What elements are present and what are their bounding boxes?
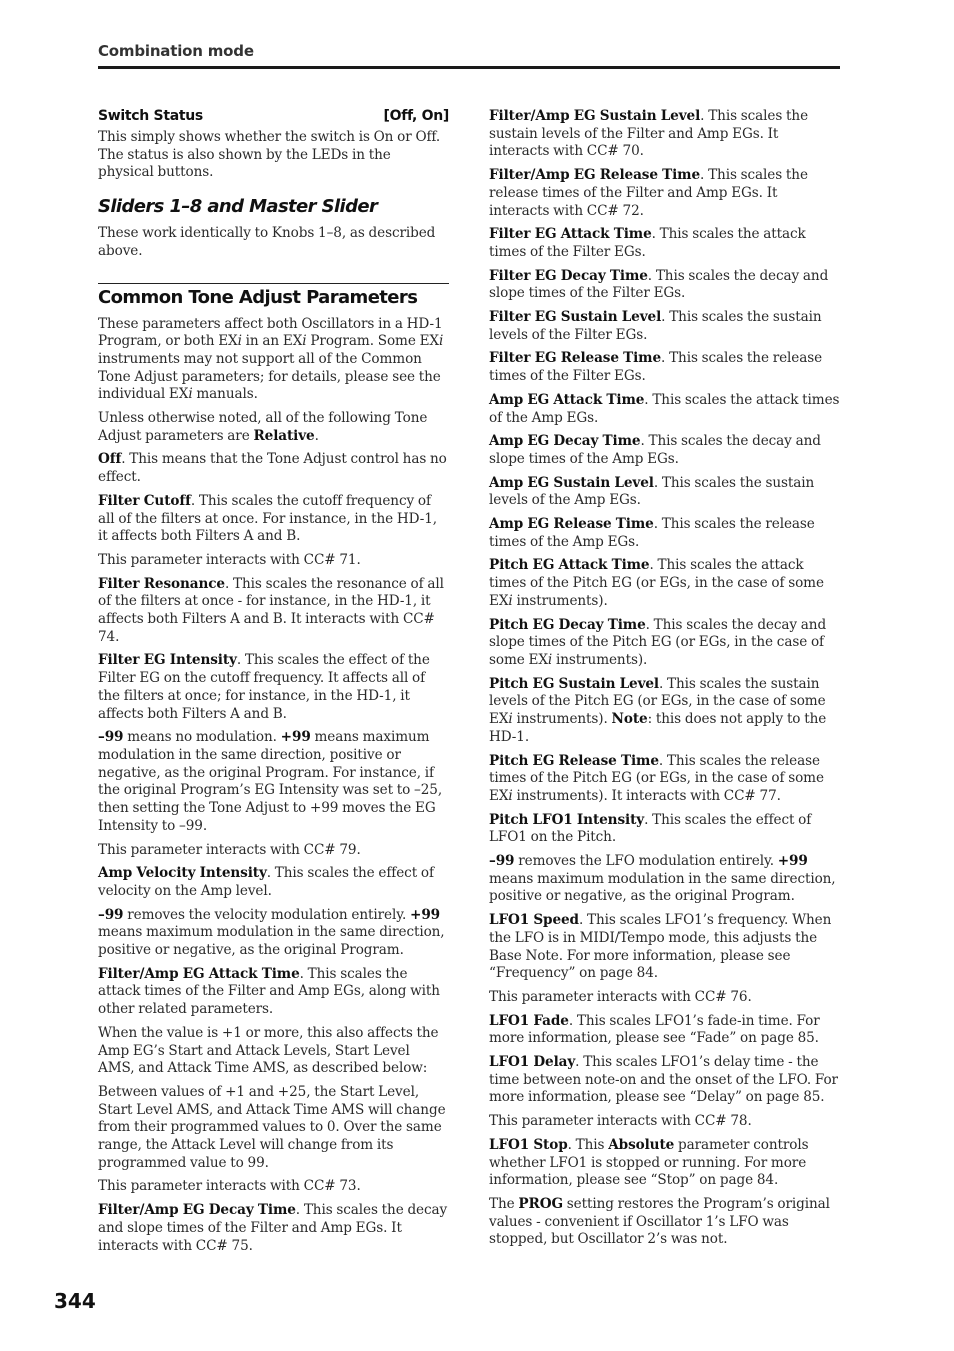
italic-text: i xyxy=(508,711,513,728)
body-paragraph xyxy=(98,907,449,960)
bold-term: Filter EG Decay Time xyxy=(489,267,648,284)
italic-text: i xyxy=(188,386,193,403)
body-paragraph xyxy=(98,966,449,1019)
body-paragraph xyxy=(98,1025,449,1078)
bold-term: Filter EG Sustain Level xyxy=(489,309,662,326)
body-paragraph xyxy=(489,912,840,983)
body-paragraph xyxy=(98,576,449,647)
body-paragraph xyxy=(98,316,449,405)
text-run: . This scales the effect of LFO1 on the Pitch. xyxy=(489,811,812,846)
text-run: . This scales the resonance of all of the filters at once - for instance, in the HD-1, it affects both Filters A and B. It interacts with CC# 74. xyxy=(98,575,444,645)
bold-term: Absolute xyxy=(608,1136,675,1153)
text-run: . This scales the decay and slope times of the Pitch EG (or EGs, in the case of some EX xyxy=(489,616,827,668)
text-run: . This scales LFO1’s fade-in time. For more information, please see “Fade” on page 85. xyxy=(489,1012,820,1047)
text-run: . This scales the decay and slope times of the Amp EGs. xyxy=(489,433,821,467)
text-run: . This scales the sustain levels of the Amp EGs. xyxy=(489,474,815,509)
bold-term: Filter/Amp EG Decay Time xyxy=(98,1202,296,1219)
bold-term: Filter EG Release Time xyxy=(489,350,662,367)
text-run: parameter controls whether LFO1 is stopped or running. For more information, please see “Stop” on page 84. xyxy=(489,1136,809,1189)
subsection-heading: Sliders 1–8 and Master Slider xyxy=(98,196,378,218)
text-run: means no modulation. xyxy=(123,729,281,746)
body-paragraph xyxy=(489,1113,840,1131)
bold-term: Relative xyxy=(253,427,315,444)
text-run: means maximum modulation in the same direction, positive or negative, as the original Program. xyxy=(489,870,836,905)
text-run: These parameters affect both Oscillators in a HD-1 Program, or both EX xyxy=(98,315,443,350)
bold-term: Pitch LFO1 Intensity xyxy=(489,811,645,828)
bold-term: Off xyxy=(98,451,122,468)
body-paragraph xyxy=(489,433,840,468)
text-run: instruments). xyxy=(512,711,612,728)
bold-term: Pitch EG Attack Time xyxy=(489,557,650,574)
italic-text: i xyxy=(439,333,444,350)
text-run: means maximum modulation in the same direction, positive or negative, as the original Program. For instance, if the original Program’s EG Intensity was set to –25, then setting the Tone Adjust to +99 moves the EG Intensity to –99. xyxy=(98,729,443,834)
body-paragraph xyxy=(489,475,840,510)
text-run: . This scales LFO1’s delay time - the time between note-on and the onset of the LFO. For more information, please see “Delay” on page 85. xyxy=(489,1054,838,1106)
parameter-name: Switch Status xyxy=(98,108,203,124)
parameter-range: [Off, On] xyxy=(383,108,449,124)
body-paragraph xyxy=(98,552,449,570)
parameter-heading xyxy=(98,108,449,124)
text-run: . This scales the effect of velocity on the Amp level. xyxy=(98,865,434,899)
bold-term: Filter EG Intensity xyxy=(98,652,237,669)
text-run: setting restores the Program’s original values - convenient if Oscillator 1’s LFO was stopped, but Oscillator 2’s was not. xyxy=(489,1195,830,1248)
bold-term: –99 xyxy=(489,853,515,870)
bold-term: Amp Velocity Intensity xyxy=(98,865,267,882)
bold-term: –99 xyxy=(98,729,124,746)
text-run: . This means that the Tone Adjust control has no effect. xyxy=(98,451,447,486)
body-paragraph xyxy=(98,729,449,835)
body-paragraph xyxy=(489,268,840,303)
text-run: . This scales the release times of the Filter EGs. xyxy=(489,350,823,385)
bold-term: LFO1 Delay xyxy=(489,1054,576,1071)
italic-text: i xyxy=(547,651,553,668)
text-run: These work identically to Knobs 1–8, as described above. xyxy=(98,225,436,259)
bold-term: Filter/Amp EG Attack Time xyxy=(98,965,300,982)
text-run: . This xyxy=(567,1136,609,1153)
bold-term: Pitch EG Sustain Level xyxy=(489,675,660,692)
body-paragraph xyxy=(489,1054,840,1107)
bold-term: LFO1 Speed xyxy=(489,912,579,929)
text-run: . This scales the attack times of the Filter EGs. xyxy=(489,226,806,260)
bold-term: +99 xyxy=(410,906,441,923)
body-paragraph xyxy=(98,225,449,260)
text-run: This parameter interacts with CC# 73. xyxy=(98,1178,361,1195)
body-paragraph xyxy=(489,309,840,344)
bold-term: Filter Cutoff xyxy=(98,492,191,509)
header-rule xyxy=(98,66,840,69)
bold-term: +99 xyxy=(777,853,808,870)
right-column xyxy=(489,108,840,1255)
body-paragraph xyxy=(489,853,840,906)
text-run: This parameter interacts with CC# 71. xyxy=(98,551,361,568)
italic-text: i xyxy=(508,592,513,609)
body-paragraph xyxy=(98,865,449,900)
bold-term: +99 xyxy=(280,729,311,746)
text-run: manuals. xyxy=(192,386,258,403)
text-run: Unless otherwise noted, all of the following Tone Adjust parameters are xyxy=(98,410,428,444)
text-run: . This scales the attack times of the Amp EGs. xyxy=(489,391,840,426)
body-paragraph xyxy=(489,226,840,261)
body-paragraph xyxy=(489,753,840,806)
text-run: This parameter interacts with CC# 76. xyxy=(489,988,752,1005)
text-run: . This scales the attack times of the Filter and Amp EGs, along with other related parameters. xyxy=(98,965,440,1018)
bold-term: LFO1 Fade xyxy=(489,1012,569,1029)
bold-term: Amp EG Attack Time xyxy=(489,391,645,408)
bold-term: PROG xyxy=(518,1195,563,1212)
text-run: instruments). xyxy=(552,651,648,668)
body-paragraph xyxy=(98,410,449,445)
running-header: Combination mode xyxy=(98,42,254,60)
body-paragraph xyxy=(489,350,840,385)
text-run: instruments). xyxy=(512,592,608,609)
bold-term: Filter Resonance xyxy=(98,575,225,592)
text-run: Between values of +1 and +25, the Start Level, Start Level AMS, and Attack Time AMS will change from their programmed values to 0. Over the same range, the Attack Level will change from its programmed value to 99. xyxy=(98,1083,446,1171)
body-paragraph xyxy=(98,129,449,182)
text-run: Program. Some EX xyxy=(306,333,439,350)
text-run: The xyxy=(489,1195,519,1212)
left-column xyxy=(98,108,449,1261)
bold-term: Note xyxy=(611,711,648,728)
italic-text: i xyxy=(302,333,307,350)
text-run: . This scales the release times of the Amp EGs. xyxy=(489,516,815,550)
body-paragraph xyxy=(489,557,840,610)
body-paragraph xyxy=(489,617,840,670)
text-run: . This scales the decay and slope times of the Filter EGs. xyxy=(489,267,829,302)
text-run: means maximum modulation in the same direction, positive or negative, as the original Program. xyxy=(98,924,445,959)
text-run: . This scales the sustain levels of the Filter EGs. xyxy=(489,309,822,343)
body-paragraph xyxy=(98,493,449,546)
italic-text: i xyxy=(237,333,242,350)
body-paragraph xyxy=(98,652,449,723)
text-run: . This scales the cutoff frequency of all of the filters at once. For instance, in the HD-1, it affects both Filters A and B. xyxy=(98,492,437,545)
body-paragraph xyxy=(98,451,449,486)
text-run: When the value is +1 or more, this also affects the Amp EG’s Start and Attack Levels, Start Level AMS, and Attack Time AMS, as described below: xyxy=(98,1024,439,1077)
text-run: instruments may not support all of the Common Tone Adjust parameters; for details, please see the individual EX xyxy=(98,350,441,403)
bold-term: Amp EG Release Time xyxy=(489,516,654,533)
text-run: This parameter interacts with CC# 79. xyxy=(98,841,361,858)
text-run: instruments). It interacts with CC# 77. xyxy=(512,787,781,804)
body-paragraph xyxy=(489,812,840,847)
text-run: . xyxy=(314,427,319,444)
text-run: . This scales LFO1’s frequency. When the LFO is in MIDI/Tempo mode, this adjusts the Base Note. For more information, please see “Frequency” on page 84. xyxy=(489,912,832,982)
body-paragraph xyxy=(489,676,840,747)
body-paragraph xyxy=(489,1013,840,1048)
body-paragraph xyxy=(489,108,840,161)
body-paragraph xyxy=(489,392,840,427)
text-run: . This scales the effect of the Filter EG on the cutoff frequency. It affects all of the filters at once; for instance, in the HD-1, it affects both Filters A and B. xyxy=(98,652,430,722)
text-run: . This scales the sustain levels of the Pitch EG (or EGs, in the case of some EX xyxy=(489,675,826,728)
bold-term: Amp EG Sustain Level xyxy=(489,474,654,491)
text-run: . This scales the attack times of the Pitch EG (or EGs, in the case of some EX xyxy=(489,557,824,609)
text-run: . This scales the sustain levels of the Filter and Amp EGs. It interacts with CC# 70. xyxy=(489,108,809,160)
text-run: . This scales the decay and slope times of the Filter and Amp EGs. It interacts with CC# 75. xyxy=(98,1202,448,1254)
bold-term: Filter EG Attack Time xyxy=(489,226,652,243)
text-run: This parameter interacts with CC# 78. xyxy=(489,1113,752,1130)
body-paragraph xyxy=(489,516,840,551)
text-run: . This scales the release times of the Filter and Amp EGs. It interacts with CC# 72. xyxy=(489,167,808,219)
text-run: in an EX xyxy=(241,333,303,350)
body-paragraph xyxy=(98,842,449,860)
bold-term: Pitch EG Decay Time xyxy=(489,616,646,633)
bold-term: LFO1 Stop xyxy=(489,1136,568,1153)
body-paragraph xyxy=(98,1202,449,1255)
text-run: . This scales the release times of the Pitch EG (or EGs, in the case of some EX xyxy=(489,752,824,804)
text-run: This simply shows whether the switch is On or Off. The status is also shown by the LEDs in the physical buttons. xyxy=(98,129,441,181)
bold-term: Filter/Amp EG Release Time xyxy=(489,167,701,184)
body-paragraph xyxy=(98,1178,449,1196)
italic-text: i xyxy=(508,787,513,804)
bold-term: –99 xyxy=(98,906,124,923)
bold-term: Filter/Amp EG Sustain Level xyxy=(489,108,701,124)
bold-term: Amp EG Decay Time xyxy=(489,433,641,450)
body-paragraph xyxy=(489,1137,840,1190)
body-paragraph xyxy=(489,1196,840,1249)
text-run: removes the LFO modulation entirely. xyxy=(514,853,778,870)
bold-term: Pitch EG Release Time xyxy=(489,752,659,769)
body-paragraph xyxy=(98,1084,449,1173)
body-paragraph xyxy=(489,167,840,220)
body-paragraph xyxy=(489,989,840,1007)
section-heading: Common Tone Adjust Parameters xyxy=(98,283,449,308)
text-run: removes the velocity modulation entirely. xyxy=(123,906,411,923)
text-run: : this does not apply to the HD-1. xyxy=(489,711,827,745)
page-number: 344 xyxy=(54,1289,96,1313)
